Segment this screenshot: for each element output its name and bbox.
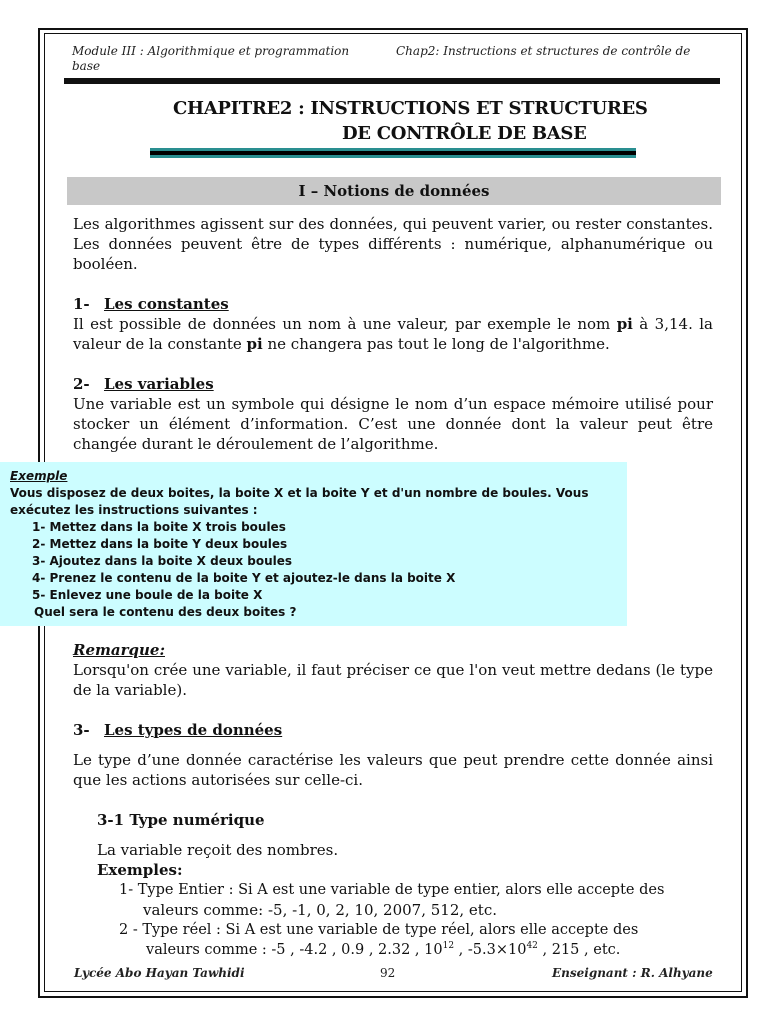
remarque-paragraph: Lorsqu'on crée une variable, il faut préciser ce que l'on veut mettre dedans (le type de la variable). (73, 661, 713, 699)
types-paragraph: Le type d’une donnée caractérise les valeurs que peut prendre cette donnée ainsi que les actions autorisées sur celle-ci. (73, 751, 713, 789)
footer-teacher: Enseignant : R. Alhyane (552, 966, 713, 980)
types-heading (73, 720, 713, 740)
section-heading: I – Notions de données (67, 177, 721, 205)
example-box (0, 462, 627, 626)
examples-label: Exemples: (97, 861, 183, 879)
example-steps (10, 519, 627, 604)
remarque-title: Remarque: (73, 641, 165, 659)
reel-values-c: , 215 , etc. (537, 942, 621, 958)
constantes-title: Les constantes (103, 295, 229, 313)
constantes-text-a: Il est possible de données un nom à une valeur, par exemple le nom (73, 315, 617, 333)
footer-page-number: 92 (380, 966, 396, 980)
constantes-bold-b: pi (246, 335, 263, 353)
reel-exponent-b: 42 (526, 941, 538, 952)
types-title: Les types de données (103, 721, 283, 739)
example-step: 5- Enlevez une boule de la boite X (32, 588, 263, 602)
chapter-title-line2: DE CONTRÔLE DE BASE (342, 123, 587, 144)
variables-heading (73, 374, 713, 394)
types-number: 3- (73, 721, 90, 739)
reel-line1: 2 - Type réel : Si A est une variable de type réel, alors elle accepte des (119, 922, 639, 938)
entier-line2: valeurs comme: -5, -1, 0, 2, 10, 2007, 512, etc. (143, 901, 497, 919)
header-rule (64, 78, 720, 84)
constantes-text-b: à 3,14. la valeur de la constante (73, 315, 713, 353)
header-module: Module III : Algorithmique et programmation base (72, 44, 350, 73)
example-question: Quel sera le contenu des deux boites ? (34, 605, 297, 619)
header-chapter: Chap2: Instructions et structures de contrôle de (396, 44, 691, 58)
example-intro: Vous disposez de deux boites, la boite X et la boite Y et d'un nombre de boules. Vous exécutez les instructions suivantes : (10, 486, 589, 517)
reel-line2 (146, 940, 716, 960)
intro-paragraph: Les algorithmes agissent sur des données, qui peuvent varier, ou rester constantes. Les données peuvent être de types différents : numérique, alphanumérique ou booléen. (73, 215, 713, 273)
reel-values-b: , -5.3×10 (454, 942, 527, 958)
footer-school: Lycée Abo Hayan Tawhidi (74, 966, 245, 980)
variables-title: Les variables (103, 375, 214, 393)
numerique-heading: 3-1 Type numérique (97, 811, 265, 829)
constantes-heading (73, 294, 713, 314)
numerique-text: La variable reçoit des nombres. (97, 841, 339, 859)
constantes-text-c: ne changera pas tout le long de l'algorithme. (262, 335, 610, 353)
variables-number: 2- (73, 375, 90, 393)
title-underline-bottom (150, 155, 636, 158)
example-step: 1- Mettez dans la boite X trois boules (32, 520, 286, 534)
example-title: Exemple (10, 469, 68, 483)
example-step: 4- Prenez le contenu de la boite Y et ajoutez-le dans la boite X (32, 571, 456, 585)
reel-values-a: valeurs comme : -5 , -4.2 , 0.9 , 2.32 , 10 (146, 942, 443, 958)
variables-paragraph: Une variable est un symbole qui désigne le nom d’un espace mémoire utilisé pour stocker un élément d’information. C’est une donnée dont la valeur peut être changée durant le déroulement de l’algorithme. (73, 395, 713, 453)
constantes-bold-a: pi (616, 315, 633, 333)
entier-line1: 1- Type Entier : Si A est une variable de type entier, alors elle accepte des (119, 882, 665, 898)
chapter-title (60, 96, 700, 146)
chapter-title-line1: CHAPITRE2 : INSTRUCTIONS ET STRUCTURES (173, 98, 648, 119)
reel-exponent-a: 12 (442, 941, 455, 952)
constantes-number: 1- (73, 295, 90, 313)
example-step: 2- Mettez dans la boite Y deux boules (32, 537, 288, 551)
constantes-paragraph (73, 314, 713, 354)
example-step: 3- Ajoutez dans la boite X deux boules (32, 554, 293, 568)
